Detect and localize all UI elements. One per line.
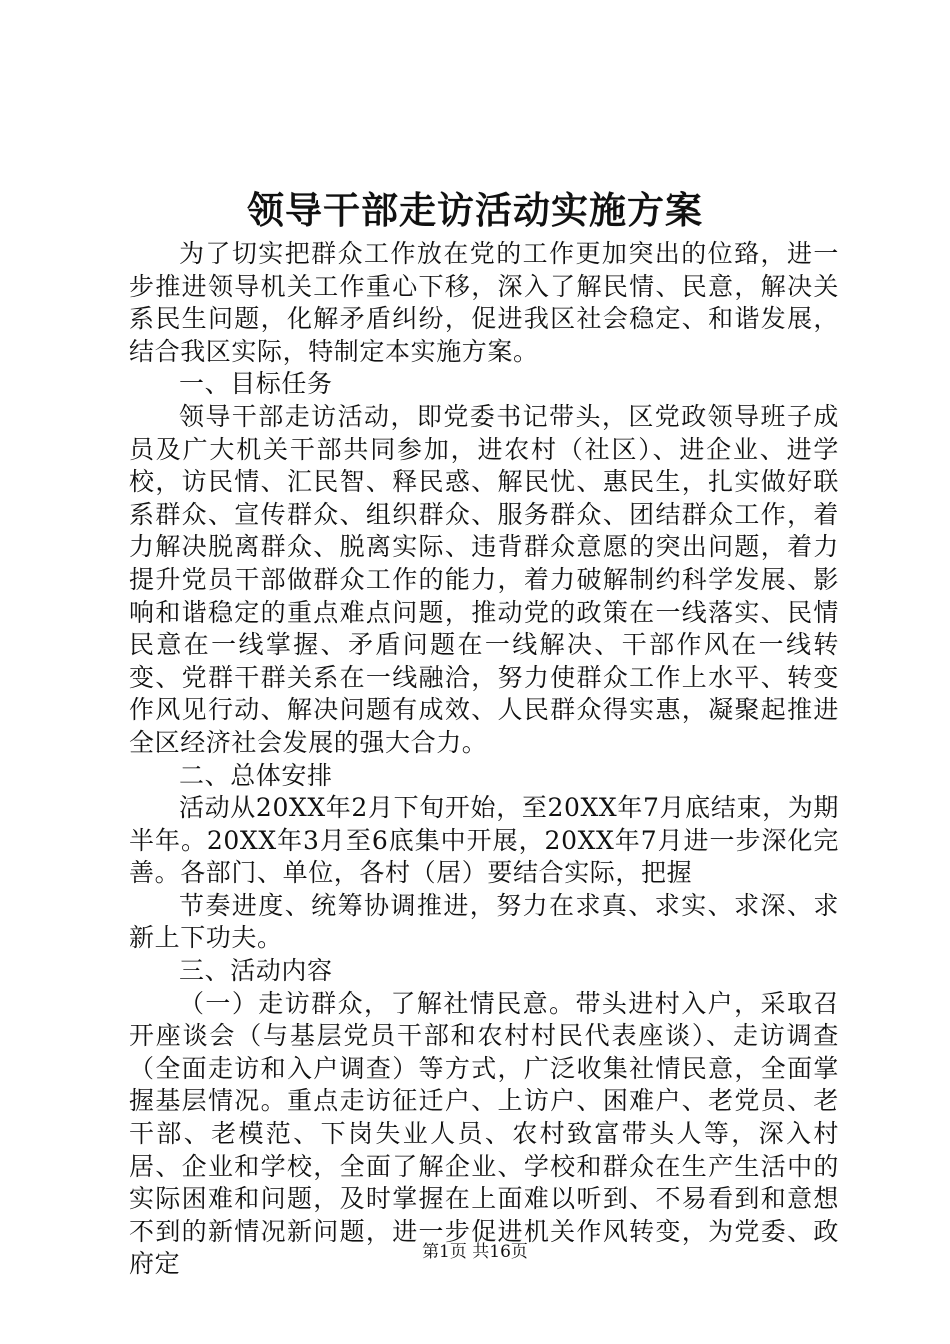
paragraph-arrangement: 活动从20XX年2月下旬开始，至20XX年7月底结束，为期半年。20XX年3月至6底集中开展，20XX年7月进一步深化完善。各部门、单位，各村（居）要结合实际，把握 [129, 793, 839, 888]
paragraph-content-visit: （一）走访群众，了解社情民意。带头进村入户，采取召开座谈会（与基层党员干部和农村村民代表座谈）、走访调查（全面走访和入户调查）等方式，广泛收集社情民意，全面掌握基层情况。重点走访征迁户、上访户、困难户、老党员、老干部、老模范、下岗失业人员、农村致富带头人等，深入村居、企业和学校，全面了解企业、学校和群众在生产生活中的实际困难和问题，及时掌握在上面难以听到、不易看到和意想不到的新情况新问题，进一步促进机关作风转变，为党委、政府定 [129, 988, 839, 1279]
document-title: 领导干部走访活动实施方案 [247, 188, 703, 232]
page-number-footer: 第1页 共16页 [422, 1242, 528, 1262]
section-heading-goals: 一、目标任务 [179, 369, 333, 399]
paragraph-arrangement-continued: 节奏进度、统筹协调推进，努力在求真、求实、求深、求新上下功夫。 [129, 890, 839, 953]
section-heading-arrangement: 二、总体安排 [179, 760, 333, 790]
document-body [129, 238, 839, 1281]
paragraph-goals: 领导干部走访活动，即党委书记带头，区党政领导班子成员及广大机关干部共同参加，进农村（社区）、进企业、进学校，访民情、汇民智、释民惑、解民忧、惠民生，扎实做好联系群众、宣传群众、组织群众、服务群众、团结群众工作，着力解决脱离群众、脱离实际、违背群众意愿的突出问题，着力提升党员干部做群众工作的能力，着力破解制约科学发展、影响和谐稳定的重点难点问题，推动党的政策在一线落实、民情民意在一线掌握、矛盾问题在一线解决、干部作风在一线转变、党群干群关系在一线融洽，努力使群众工作上水平、转变作风见行动、解决问题有成效、人民群众得实惠，凝聚起推进全区经济社会发展的强大合力。 [129, 401, 839, 757]
section-heading-content: 三、活动内容 [179, 956, 333, 986]
paragraph-intro: 为了切实把群众工作放在党的工作更加突出的位臵，进一步推进领导机关工作重心下移，深入了解民情、民意，解决关系民生问题，化解矛盾纠纷，促进我区社会稳定、和谐发展，结合我区实际，特制定本实施方案。 [129, 239, 839, 366]
